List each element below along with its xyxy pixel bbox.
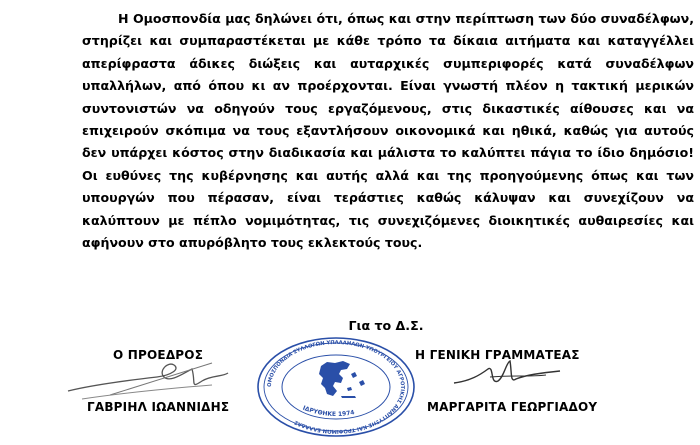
signoff-label: Για το Δ.Σ. (348, 318, 424, 333)
president-signature (62, 355, 232, 405)
president-name: ΓΑΒΡΙΗΛ ΙΩΑΝΝΙΔΗΣ (87, 400, 230, 414)
svg-text:ΙΔΡΥΘΗΚΕ 1974: ΙΔΡΥΘΗΚΕ 1974 (301, 404, 356, 419)
secretary-role: Η ΓΕΝΙΚΗ ΓΡΑΜΜΑΤΕΑΣ (415, 348, 580, 362)
secretary-name: ΜΑΡΓΑΡΙΤΑ ΓΕΩΡΓΙΑΔΟΥ (427, 400, 598, 414)
svg-text:ΟΜΟΣΠΟΝΔΙΑ ΣΥΛΛΟΓΩΝ ΥΠΑΛΛΗΛΩΝ: ΟΜΟΣΠΟΝΔΙΑ ΣΥΛΛΟΓΩΝ ΥΠΑΛΛΗΛΩΝ ΥΠΟΥΡΓΕΙΟΥ ΑΓΡΟΤΙΚΗΣ ΑΝΑΠΤΥΞΗΣ ΚΑΙ ΤΡΟΦΙΜΩΝ ΕΛΛΑΔΑΣ (266, 339, 406, 435)
president-role: Ο ΠΡΟΕΔΡΟΣ (113, 348, 204, 362)
secretary-signature (450, 355, 570, 395)
letter-paragraph: Η Ομοσπονδία μας δηλώνει ότι, όπως και στην περίπτωση των δύο συναδέλφων, στηρίζει και συμπαραστέκεται με κάθε τρόπο τα δίκαια αιτήματα και καταγγέλλει απερίφραστα άδικες διώξεις και αυταρχικές συμπεριφορές κατά συναδέλφων υπαλλήλων, από όπου κι αν προέρχονται. Είναι γνωστή πλέον η τακτική μερικών συντονιστών να οδηγούν τους εργαζόμενους, στις δικαστικές αίθουσες και να επιχειρούν σκόπιμα να τους εξαντλήσουν οικονομικά και ηθικά, καθώς για αυτούς δεν υπάρχει κόστος στην διαδικασία και μάλιστα το καλύπτει πάγια το ίδιο δημόσιο! Οι ευθύνες της κυβέρνησης και αυτής αλλά και της προηγούμενης όπως και των υπουργών που πέρασαν, είναι τεράστιες καθώς κάλυψαν και συνεχίζουν να καλύπτουν με πέπλο νομιμότητας, τις συνεχιζόμενες διοικητικές αυθαιρεσίες και αφήνουν στο απυρόβλητο τους εκλεκτούς τους. (82, 11, 694, 251)
federation-stamp (255, 336, 417, 438)
